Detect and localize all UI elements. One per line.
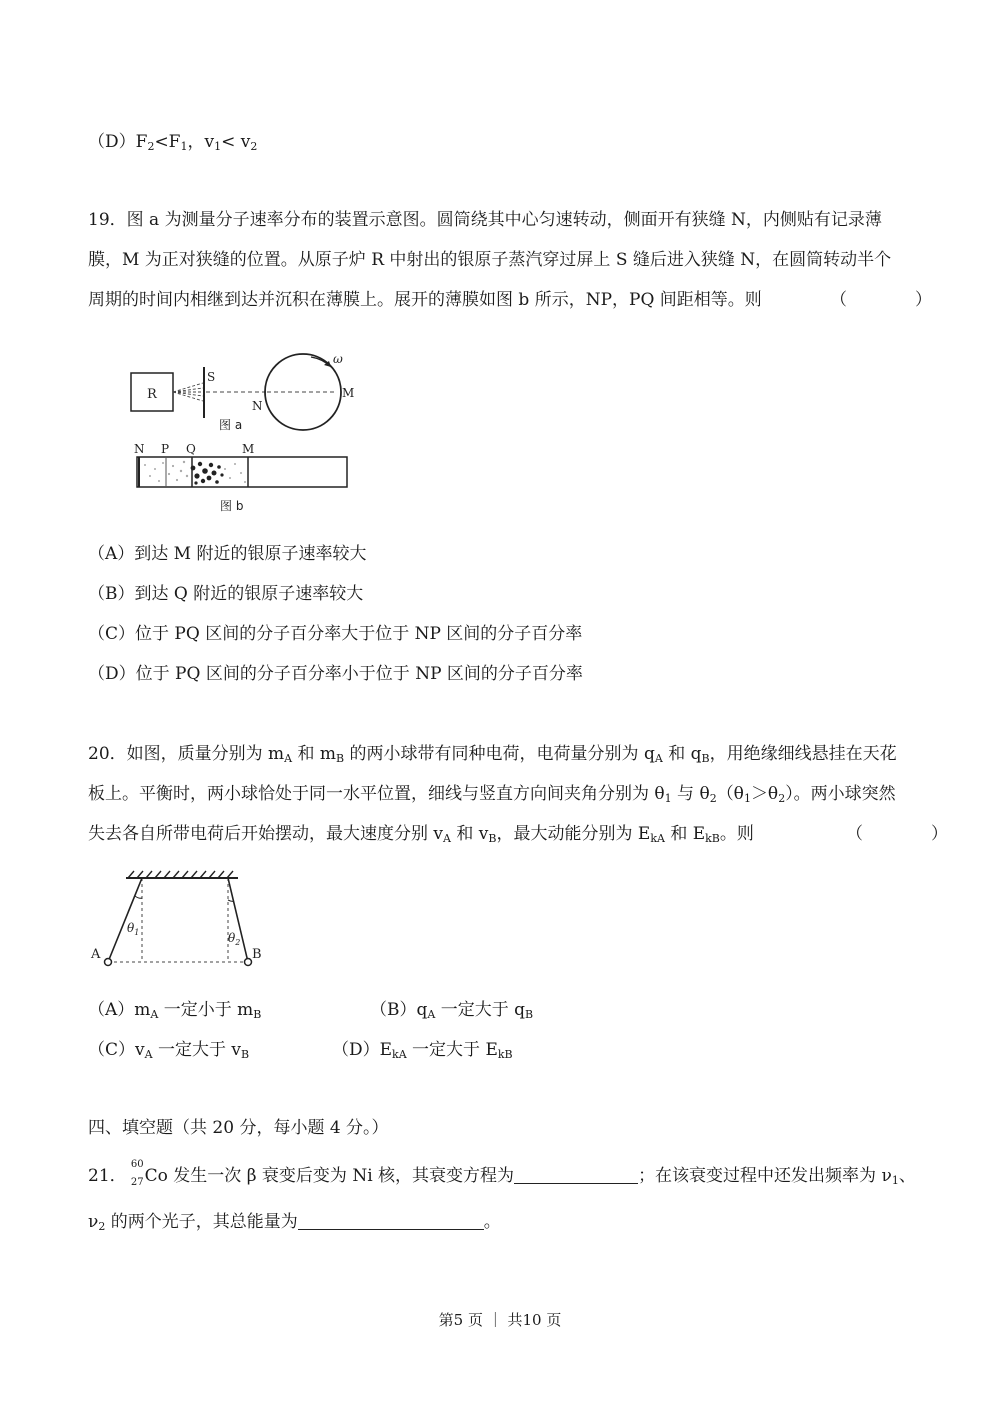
thread-B xyxy=(228,878,248,962)
deposit-dense xyxy=(191,462,224,485)
thread-A xyxy=(108,878,142,962)
label-N: N xyxy=(252,399,263,413)
q20-stem-line2: 板上。平衡时，两小球恰处于同一水平位置，细线与竖直方向间夹角分别为 $\theta_1$ 与 $\theta_2(\theta_1>\theta_2)$。两小球突然 xyxy=(88,784,896,805)
decay-equation-blank[interactable] xyxy=(514,1166,638,1184)
label-B: B xyxy=(252,947,262,962)
section-4-heading: 四、填空题（共 20 分，每小题 4 分。） xyxy=(88,1118,389,1138)
strip-label-P: P xyxy=(161,442,170,456)
q20-stem-line1: 20．如图，质量分别为 $m_A$ 和 $m_B$ 的两小球带有同种电荷，电荷量分别为 $q_A$ 和 $q_B$，用绝缘细线悬挂在天花 xyxy=(88,744,897,765)
label-S: S xyxy=(207,370,216,384)
q21-line2: $\nu_2$ 的两个光子，其总能量为 。 xyxy=(88,1212,501,1233)
strip-label-N: N xyxy=(134,442,145,456)
q19-option-d: （D）位于 PQ 区间的分子百分率小于位于 NP 区间的分子百分率 xyxy=(88,664,583,684)
caption-figure-b: 图 b xyxy=(220,499,244,513)
q21-line1: 21． 60 27 Co 发生一次 β 衰变后变为 Ni 核，其衰变方程为 ；在该衰变过程中还发出频率为 $\nu_1$、 xyxy=(88,1159,916,1188)
film-strip xyxy=(137,457,347,487)
angle-arc-1 xyxy=(135,896,142,898)
q19-stem-line2: 膜，M 为正对狭缝的位置。从原子炉 R 中射出的银原子蒸汽穿过屏上 S 缝后进入狭缝 N，在圆筒转动半个 xyxy=(88,250,892,270)
deposit-light xyxy=(144,461,246,483)
cobalt-isotope: 60 27 xyxy=(130,1159,144,1188)
strip-label-Q: Q xyxy=(186,442,196,456)
q19-answer-paren: （ ） xyxy=(830,290,932,310)
q20-option-c: $(C)v_A$ 一定大于 $v_B$ xyxy=(88,1040,250,1061)
label-R: R xyxy=(147,387,157,402)
caption-figure-a: 图 a xyxy=(219,418,243,432)
atom-beam-spray xyxy=(173,383,203,401)
label-A: A xyxy=(91,947,101,962)
q19-stem-line3: 周期的时间内相继到达并沉积在薄膜上。展开的薄膜如图 b 所示，NP，PQ 间距相等。则 xyxy=(88,290,762,310)
page-footer: 第5 页 ｜ 共10 页 xyxy=(438,1311,562,1329)
q18-option-d: $(D)F_2<F_1$，$v_1< v_2$ xyxy=(88,132,258,153)
q19-option-a: （A）到达 M 附近的银原子速率较大 xyxy=(88,544,367,564)
q20-answer-paren: （ ） xyxy=(846,824,948,844)
q20-option-a: $(A)m_A$ 一定小于 $m_B$ xyxy=(88,1000,262,1021)
q20-option-d: $(D)E_{kA}$ 一定大于 $E_{kB}$ xyxy=(332,1040,513,1061)
q19-option-c: （C）位于 PQ 区间的分子百分率大于位于 NP 区间的分子百分率 xyxy=(88,624,583,644)
ball-A xyxy=(105,959,112,966)
label-omega: ω xyxy=(333,352,343,366)
strip-label-M: M xyxy=(242,442,255,456)
theta2-label: $\theta_2$ xyxy=(228,931,241,947)
label-M: M xyxy=(342,386,355,400)
q19-stem-line1: 19．图 a 为测量分子速率分布的装置示意图。圆筒绕其中心匀速转动，侧面开有狭缝 N，内侧贴有记录薄 xyxy=(88,210,882,230)
ceiling-hatch xyxy=(128,871,233,878)
q19-figure xyxy=(125,345,375,520)
ball-B xyxy=(245,959,252,966)
q19-option-b: （B）到达 Q 附近的银原子速率较大 xyxy=(88,584,364,604)
q20-stem-line3: 失去各自所带电荷后开始摆动，最大速度分别 $v_A$ 和 $v_B$，最大动能分别为 $E_{kA}$ 和 $E_{kB}$。则 xyxy=(88,824,754,845)
figure-a xyxy=(131,352,354,432)
theta1-label: $\theta_1$ xyxy=(127,921,140,937)
q20-option-b: $(B)q_A$ 一定大于 $q_B$ xyxy=(370,1000,534,1021)
figure-b xyxy=(134,442,347,513)
q20-figure xyxy=(88,870,278,970)
photon-energy-blank[interactable] xyxy=(298,1212,484,1230)
